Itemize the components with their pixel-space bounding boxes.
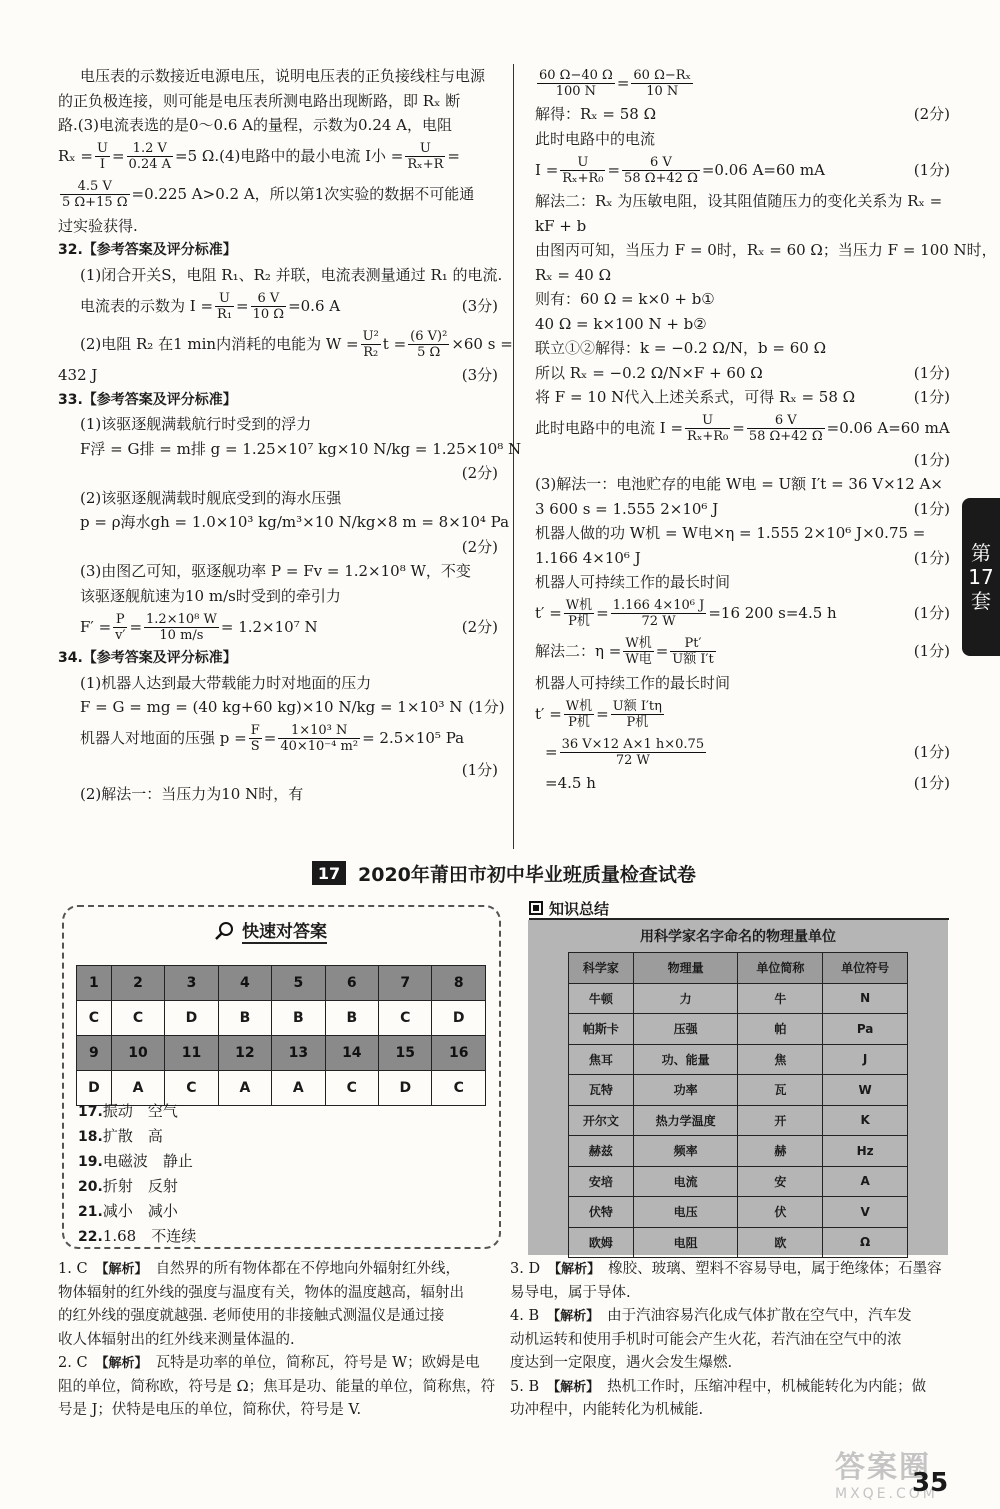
text-line: 由图丙可知，当压力 F = 0时，Rₓ = 60 Ω；当压力 F = 100 N时， — [535, 241, 997, 259]
answer-cell: C — [432, 1071, 486, 1106]
text-line: (2)解法一：当压力为10 N时，有 — [80, 785, 304, 803]
score-points: (1分) — [913, 642, 950, 661]
units-table-row — [569, 1105, 908, 1136]
formula-line: = $\frac{36 V\times 12 A\times 1 h\times 0.75}{72 W}$ (1分) — [545, 736, 950, 768]
text-line: 将 F = 10 N代入上述关系式，可得 Rₓ = 58 Ω (1分) — [535, 385, 950, 410]
quick-answers-title: 快速对答案 — [214, 917, 327, 944]
units-table-row — [569, 1227, 908, 1258]
answer-cell: C — [379, 1001, 432, 1036]
answer-cell: A — [111, 1071, 164, 1106]
set-number-tab: 第 17 套 — [962, 498, 1000, 656]
score-points: (1分) — [461, 760, 498, 779]
score-points: (1分) — [913, 450, 950, 469]
fill-answer-item: 17.振动 空气 — [78, 1102, 178, 1120]
units-cell: 频率 — [633, 1136, 738, 1167]
text-line: 则有：60 Ω = k×0 + b① — [535, 290, 715, 308]
question-number-cell: 2 — [111, 966, 164, 1001]
fraction: $\frac{U}{\text{Rₓ+R}}$ — [407, 141, 444, 172]
units-cell: 帕斯卡 — [569, 1014, 634, 1045]
text-line: (1)该驱逐舰满载航行时受到的浮力 — [80, 415, 312, 433]
units-cell: 安 — [738, 1166, 823, 1197]
text-line: 易导电，属于导体. — [510, 1284, 631, 1301]
text-line: 联立①②解得：k = −0.2 Ω/N，b = 60 Ω — [535, 339, 826, 357]
units-cell: 伏特 — [569, 1197, 634, 1228]
fraction: $\frac{U}{\text{R₁}}$ — [217, 290, 233, 322]
units-cell: 电压 — [633, 1197, 738, 1228]
units-table-row — [569, 1014, 908, 1045]
answer-cell: B — [272, 1001, 325, 1036]
answer-cell: C — [111, 1001, 164, 1036]
units-cell: 焦 — [738, 1044, 823, 1075]
units-cell: 欧姆 — [569, 1227, 634, 1258]
question-heading: 34.【参考答案及评分标准】 — [58, 650, 237, 666]
text-line: 的正负极连接，则可能是电压表所测电路出现断路，即 Rₓ 断 — [58, 91, 461, 110]
fraction: $\frac{60 \Omega-40 \Omega}{100 N}$ — [539, 67, 613, 99]
units-cell: Hz — [823, 1136, 908, 1167]
text-line: (2)该驱逐舰满载时舰底受到的海水压强 — [80, 488, 342, 507]
text-line: =4.5 h (1分) — [535, 771, 950, 796]
score-points: (2分) — [913, 105, 950, 123]
answer-cell: A — [218, 1071, 271, 1106]
fraction: $\frac{P}{v'}$ — [115, 611, 126, 643]
fraction: $\frac{\text{1.166 4×10⁶ J}}{72 W}$ — [612, 598, 705, 629]
units-cell: 开 — [738, 1105, 823, 1136]
text-line: 机器人可持续工作的最长时间 — [535, 573, 731, 591]
units-cell: 功、能量 — [633, 1044, 738, 1075]
question-number-cell: 11 — [165, 1036, 218, 1071]
knowledge-summary-panel — [528, 920, 948, 1255]
question-number-cell: 7 — [379, 966, 432, 1001]
score-points: (1分) — [913, 388, 950, 406]
units-header-cell: 单位简称 — [738, 953, 823, 984]
text-line: 1.166 4×10⁶ J (1分) — [535, 546, 950, 571]
units-table-row — [569, 1197, 908, 1228]
page-number: 35 — [912, 1468, 949, 1498]
fraction: $\frac{Pt'}{\text{U额 I′t}}$ — [672, 636, 714, 667]
units-cell: 牛 — [738, 983, 823, 1014]
units-cell: 瓦特 — [569, 1075, 634, 1106]
text-line: (1)闭合开关S，电阻 R₁、R₂ 并联，电流表测量通过 R₁ 的电流. — [80, 265, 503, 284]
text-line: F = G = mg = (40 kg+60 kg)×10 N/kg = 1×10³ N (1分) — [58, 695, 498, 720]
score-points: (3分) — [461, 296, 498, 315]
question-number-cell: 3 — [165, 966, 218, 1001]
fraction: $\frac{\text{W机}}{\text{P机}}$ — [565, 598, 593, 629]
fraction: $\frac{U}{I}$ — [97, 141, 108, 172]
units-cell: A — [823, 1166, 908, 1197]
magnifier-icon — [214, 920, 236, 942]
formula-line: Rₓ = $\frac{U}{I}$ = $\frac{1.2 V}{0.24 A}$ =5 Ω.(4)电路中的最小电流 I小 = $\frac{U}{\text{Rₓ+R}}$ = — [58, 141, 460, 172]
text-line: kF + b — [535, 216, 587, 235]
formula-line: $\frac{60 \Omega-40 \Omega}{100 N}$ = $\frac{\text{60 Ω−Rₓ}}{10 N}$ — [539, 67, 692, 99]
units-cell: 赫兹 — [569, 1136, 634, 1167]
text-line: F浮 = G排 = m排 g = 1.25×10⁷ kg×10 N/kg = 1.25×10⁸ N — [80, 439, 522, 458]
units-table-header — [569, 953, 908, 984]
fraction: $\frac{\text{60 Ω−Rₓ}}{10 N}$ — [633, 67, 692, 99]
explanations-left — [58, 1258, 498, 1423]
units-cell: 开尔文 — [569, 1105, 634, 1136]
text-line: 阻的单位，简称欧，符号是 Ω；焦耳是功、能量的单位，简称焦，符 — [58, 1378, 496, 1395]
score-points: (2分) — [461, 617, 498, 636]
explanation-1: 1. C 【解析】 自然界的所有物体都在不停地向外辐射红外线， — [58, 1261, 461, 1277]
fraction: $\frac{\text{W机}}{\text{P机}}$ — [565, 698, 593, 730]
formula-line: $\frac{4.5 V}{5 \Omega+15 \Omega}$ =0.225 A>0.2 A，所以第1次实验的数据不可能通 — [62, 179, 475, 210]
fraction: $\frac{6 V}{58 \Omega+42 \Omega}$ — [748, 413, 823, 444]
score-points: (1分) — [913, 774, 950, 792]
question-number-cell: 16 — [432, 1036, 486, 1071]
text-line: p = ρ海水gh = 1.0×10³ kg/m³×10 N/kg×8 m = 8×10⁴ Pa — [80, 513, 510, 531]
units-cell: 电流 — [633, 1166, 738, 1197]
fraction: $\frac{U}{\text{Rₓ+R₀}}$ — [562, 154, 604, 186]
units-cell: 牛顿 — [569, 983, 634, 1014]
left-column — [58, 64, 522, 807]
formula-line: t′ = $\frac{\text{W机}}{\text{P机}}$ = $\frac{\text{1.166 4×10⁶ J}}{72 W}$ =16 200 s=4.5 h (1分) — [535, 598, 950, 629]
score-points: (1分) — [913, 160, 950, 179]
units-table-row — [569, 1075, 908, 1106]
score-points: (1分) — [913, 499, 950, 518]
units-table — [568, 952, 908, 1258]
question-number-cell: 6 — [325, 966, 378, 1001]
fraction: $\frac{4.5 V}{5 \Omega+15 \Omega}$ — [62, 179, 128, 210]
score-points: (2分) — [461, 537, 498, 556]
fill-answer-item: 20.折射 反射 — [78, 1177, 178, 1195]
text-line: 40 Ω = k×100 N + b② — [535, 314, 707, 333]
fraction: $\frac{1.2 V}{0.24 A}$ — [128, 141, 172, 172]
units-cell: Ω — [823, 1227, 908, 1258]
explanation-4: 4. B 【解析】 由于汽油容易汽化成气体扩散在空气中，汽车发 — [510, 1308, 912, 1324]
text-line: 电压表的示数接近电源电压，说明电压表的正负接线柱与电源 — [80, 67, 486, 85]
fill-answer-item: 21.减小 减小 — [78, 1202, 178, 1220]
fraction: $\frac{\text{W机}}{\text{W电}}$ — [625, 636, 652, 667]
text-line: 机器人做的功 W机 = W电×η = 1.555 2×10⁶ J×0.75 = — [535, 524, 926, 542]
question-number-cell: 1 — [77, 966, 112, 1001]
explanation-5: 5. B 【解析】 热机工作时，压缩冲程中，机械能转化为内能；做 — [510, 1378, 927, 1395]
units-table-row — [569, 1166, 908, 1197]
units-table-row — [569, 1044, 908, 1075]
units-table-row — [569, 1136, 908, 1167]
answer-cell: A — [272, 1071, 325, 1106]
fraction: $\frac{U}{\text{Rₓ+R₀}}$ — [687, 413, 729, 444]
answer-cell: C — [325, 1071, 378, 1106]
units-cell: 电阻 — [633, 1227, 738, 1258]
units-cell: 热力学温度 — [633, 1105, 738, 1136]
question-number-cell: 13 — [272, 1036, 325, 1071]
explanations-right — [510, 1258, 960, 1423]
question-number-cell: 9 — [77, 1036, 112, 1071]
units-cell: 力 — [633, 983, 738, 1014]
text-line: 的红外线的强度就越强. 老师使用的非接触式测温仪是通过接 — [58, 1308, 445, 1324]
text-line: (3)解法一：电池贮存的电能 W电 = U额 I′t = 36 V×12 A× — [535, 475, 943, 493]
formula-line: 机器人对地面的压强 p = $\frac{F}{S}$ = $\frac{\text{1×10³ N}}{\text{40×10⁻⁴ m²}}$ = 2.5×10⁵ Pa — [80, 723, 465, 754]
units-cell: 瓦 — [738, 1075, 823, 1106]
units-header-cell: 单位符号 — [823, 953, 908, 984]
fraction: $\frac{\text{1×10³ N}}{\text{40×10⁻⁴ m²}}$ — [280, 723, 359, 754]
text-line: 解法二：Rₓ 为压敏电阻，设其阻值随压力的变化关系为 Rₓ = — [535, 192, 943, 210]
units-cell: K — [823, 1105, 908, 1136]
units-cell: 焦耳 — [569, 1044, 634, 1075]
section-number-badge: 17 — [312, 861, 346, 885]
text-line: 该驱逐舰航速为10 m/s时受到的牵引力 — [80, 586, 341, 605]
explanation-3: 3. D 【解析】 橡胶、玻璃、塑料不容易导电，属于绝缘体；石墨容 — [510, 1261, 942, 1277]
answer-cell: C — [165, 1071, 218, 1106]
score-points: (1分) — [913, 548, 950, 567]
units-cell: 功率 — [633, 1075, 738, 1106]
fraction: $\frac{\text{1.2×10⁸ W}}{10 m/s}$ — [146, 611, 217, 643]
answer-cell: B — [325, 1001, 378, 1036]
question-number-cell: 15 — [379, 1036, 432, 1071]
answer-cell: C — [77, 1001, 112, 1036]
units-cell: 压强 — [633, 1014, 738, 1045]
formula-line: 此时电路中的电流 I = $\frac{U}{\text{Rₓ+R₀}}$ = $\frac{6 V}{58 \Omega+42 \Omega}$ =0.06 A=60 mA — [535, 413, 950, 444]
text-line: 机器人可持续工作的最长时间 — [535, 673, 731, 692]
fill-answer-item: 18.扩散 高 — [78, 1127, 163, 1145]
units-cell: W — [823, 1075, 908, 1106]
question-number-cell: 8 — [432, 966, 486, 1001]
text-line: 路.(3)电流表选的是0～0.6 A的量程，示数为0.24 A，电阻 — [58, 116, 453, 134]
units-cell: 安培 — [569, 1166, 634, 1197]
watermark-logo: 答案圈 MXQE.COM — [835, 1450, 938, 1502]
text-line: 所以 Rₓ = −0.2 Ω/N×F + 60 Ω (1分) — [535, 361, 950, 386]
text-line: (3)由图乙可知，驱逐舰功率 P = Fv = 1.2×10⁸ W，不变 — [80, 562, 471, 580]
answer-cell: D — [77, 1071, 112, 1106]
units-cell: 帕 — [738, 1014, 823, 1045]
answer-cell: D — [379, 1071, 432, 1106]
explanation-2: 2. C 【解析】 瓦特是功率的单位，简称瓦，符号是 W；欧姆是电 — [58, 1355, 480, 1371]
text-line: (1)机器人达到最大带载能力时对地面的压力 — [80, 673, 372, 692]
question-heading: 32.【参考答案及评分标准】 — [58, 242, 237, 258]
section-title: 2020年莆田市初中毕业班质量检查试卷 — [358, 863, 696, 886]
question-number-cell: 4 — [218, 966, 271, 1001]
question-heading: 33.【参考答案及评分标准】 — [58, 391, 237, 408]
answer-cell: B — [218, 1001, 271, 1036]
fraction: $\frac{\text{(6 V)²}}{5 \Omega}$ — [410, 328, 448, 360]
formula-line: I = $\frac{U}{\text{Rₓ+R₀}}$ = $\frac{6 V}{58 \Omega+42 \Omega}$ =0.06 A=60 mA (1分) — [535, 154, 950, 186]
formula-line: (2)电阻 R₂ 在1 min内消耗的电能为 W = $\frac{\text{U²}}{\text{R₂}}$ t = $\frac{\text{(6 V)²}}{5 \Omega}$ ×60 s = — [80, 328, 513, 360]
text-line: 功冲程中，内能转化为机械能. — [510, 1402, 704, 1418]
fraction: $\frac{36 V\times 12 A\times 1 h\times 0.75}{72 W}$ — [561, 736, 705, 768]
fraction: $\frac{6 V}{58 \Omega+42 \Omega}$ — [624, 154, 698, 186]
answer-number-row — [77, 966, 486, 1001]
text-line: Rₓ = 40 Ω — [535, 265, 612, 284]
units-cell: 赫 — [738, 1136, 823, 1167]
text-line: 过实验获得. — [58, 216, 138, 235]
question-number-cell: 5 — [272, 966, 325, 1001]
knowledge-summary-header: 知识总结 — [529, 898, 949, 920]
text-line: 432 J (3分) — [58, 363, 498, 388]
text-line: 号是 J；伏特是电压的单位，简称伏，符号是 V. — [58, 1402, 362, 1418]
score-points: (3分) — [461, 366, 498, 384]
units-table-title: 用科学家名字命名的物理量单位 — [640, 929, 836, 945]
units-cell: Pa — [823, 1014, 908, 1045]
score-points: (2分) — [461, 464, 498, 482]
formula-line: 解法二：η = $\frac{\text{W机}}{\text{W电}}$ = $\frac{Pt'}{\text{U额 I′t}}$ (1分) — [535, 636, 950, 667]
text-line: 收人体辐射出的红外线来测量体温的. — [58, 1331, 295, 1348]
score-points: (1分) — [913, 604, 950, 623]
question-number-cell: 10 — [111, 1036, 164, 1071]
fill-in-answers — [78, 1099, 196, 1249]
fraction: $\frac{\text{U额 I′tη}}{\text{P机}}$ — [612, 698, 662, 730]
score-points: (1分) — [468, 698, 505, 716]
score-points: (1分) — [913, 363, 950, 382]
answer-cell: D — [165, 1001, 218, 1036]
units-header-cell: 科学家 — [569, 953, 634, 984]
text-line: 动机运转和使用手机时可能会产生火花，若汽油在空气中的浓 — [510, 1331, 902, 1348]
answer-cell: D — [432, 1001, 486, 1036]
quick-answers-box — [62, 905, 501, 1249]
section-header — [312, 858, 696, 888]
answer-number-row — [77, 1036, 486, 1071]
question-number-cell: 14 — [325, 1036, 378, 1071]
formula-line: F′ = $\frac{P}{v'}$ = $\frac{\text{1.2×10⁸ W}}{10 m/s}$ = 1.2×10⁷ N (2分) — [80, 611, 498, 643]
text-line: 解得：Rₓ = 58 Ω (2分) — [535, 102, 950, 127]
fraction: $\frac{6 V}{10 \Omega}$ — [252, 290, 285, 322]
units-header-cell: 物理量 — [633, 953, 738, 984]
answer-row — [77, 1001, 486, 1036]
answer-table — [76, 965, 486, 1106]
fill-answer-item: 19.电磁波 静止 — [78, 1152, 193, 1170]
units-cell: 伏 — [738, 1197, 823, 1228]
formula-line: 电流表的示数为 I = $\frac{U}{\text{R₁}}$ = $\frac{6 V}{10 \Omega}$ =0.6 A (3分) — [80, 290, 498, 322]
units-cell: 欧 — [738, 1227, 823, 1258]
square-bullet-icon — [529, 901, 543, 915]
fraction: $\frac{F}{S}$ — [250, 723, 260, 754]
text-line: 度达到一定限度，遇火会发生爆燃. — [510, 1355, 733, 1371]
fill-answer-item: 22.1.68 不连续 — [78, 1227, 197, 1245]
question-number-cell: 12 — [218, 1036, 271, 1071]
fraction: $\frac{\text{U²}}{\text{R₂}}$ — [362, 328, 379, 360]
text-line: 3 600 s = 1.555 2×10⁶ J (1分) — [535, 497, 950, 522]
text-line: 此时电路中的电流 — [535, 129, 656, 148]
text-line: 物体辐射的红外线的强度与温度有关，物体的温度越高，辐射出 — [58, 1284, 464, 1301]
units-table-row — [569, 983, 908, 1014]
score-points: (1分) — [913, 742, 950, 761]
units-cell: N — [823, 983, 908, 1014]
units-cell: J — [823, 1044, 908, 1075]
units-cell: V — [823, 1197, 908, 1228]
formula-line: t′ = $\frac{\text{W机}}{\text{P机}}$ = $\frac{\text{U额 I′tη}}{\text{P机}}$ — [535, 698, 662, 730]
